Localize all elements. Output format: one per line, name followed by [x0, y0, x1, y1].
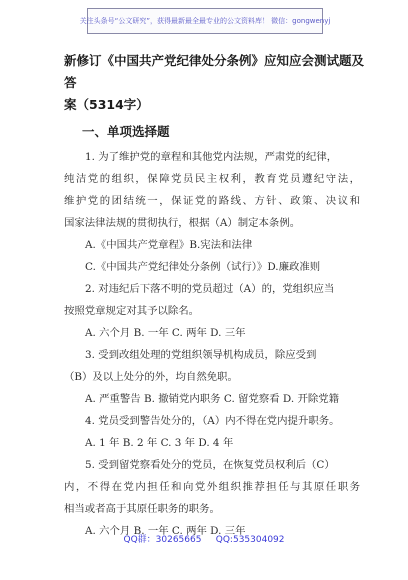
question-1-line-2: 纯洁党的组织，保障党员民主权利，教育党员遵纪守法， [64, 173, 360, 185]
document-title [64, 50, 364, 116]
question-1-options-2: C.《中国共产党纪律处分条例（试行）》D.廉政准则 [85, 261, 321, 273]
question-3-line-2: （B）及以上处分的外，均自然免职。 [64, 371, 238, 383]
question-body [64, 146, 360, 542]
question-5-line-1: 5. 受到留党察看处分的党员，在恢复党员权利后（C） [85, 459, 335, 471]
question-2-line-2: 按照党章规定对其予以除名。 [64, 305, 200, 317]
question-3-options: A. 严重警告 B. 撤销党内职务 C. 留党察看 D. 开除党籍 [85, 393, 340, 405]
question-4-line-1: 4. 党员受到警告处分的，（A）内不得在党内提升职务。 [85, 415, 340, 427]
question-5-line-2: 内，不得在党内担任和向党外组织推荐担任与其原任职务 [64, 481, 360, 493]
question-4-options: A. 1 年 B. 2 年 C. 3 年 D. 4 年 [85, 437, 234, 449]
question-1-line-4: 国家法律法规的贯彻执行，根据（A）制定本条例。 [64, 217, 301, 229]
question-3-line-1: 3. 受到改组处理的党组织领导机构成员，除应受到 [85, 349, 317, 361]
question-1-line-3: 维护党的团结统一，保证党的路线、方针、政策、决议和 [64, 195, 360, 207]
footer-contact: QQ群：30265665 QQ:535304092 [123, 535, 285, 545]
section-heading: 一、单项选择题 [82, 124, 170, 139]
question-2-line-1: 2. 对违纪后下落不明的党员超过（A）的，党组织应当 [85, 283, 335, 295]
title-line-2: 案（5314字） [64, 97, 149, 112]
question-1-line-1: 1. 为了维护党的章程和其他党内法规，严肃党的纪律， [85, 151, 338, 163]
question-5-line-3: 相当或者高于其原任职务的职务。 [64, 503, 220, 515]
question-2-options: A. 六个月 B. 一年 C. 两年 D. 三年 [85, 327, 246, 339]
question-1-options-1: A.《中国共产党章程》B.宪法和法律 [85, 239, 253, 251]
question-5-options: A. 六个月 B. 一年 C. 两年 D. 三年 [85, 525, 246, 537]
title-line-1: 新修订《中国共产党纪律处分条例》应知应会测试题及答 [64, 53, 365, 90]
header-banner: 关注头条号“公文研究”，获得最新最全最专业的公文资料库！ 微信：gongwenyj [87, 8, 323, 34]
